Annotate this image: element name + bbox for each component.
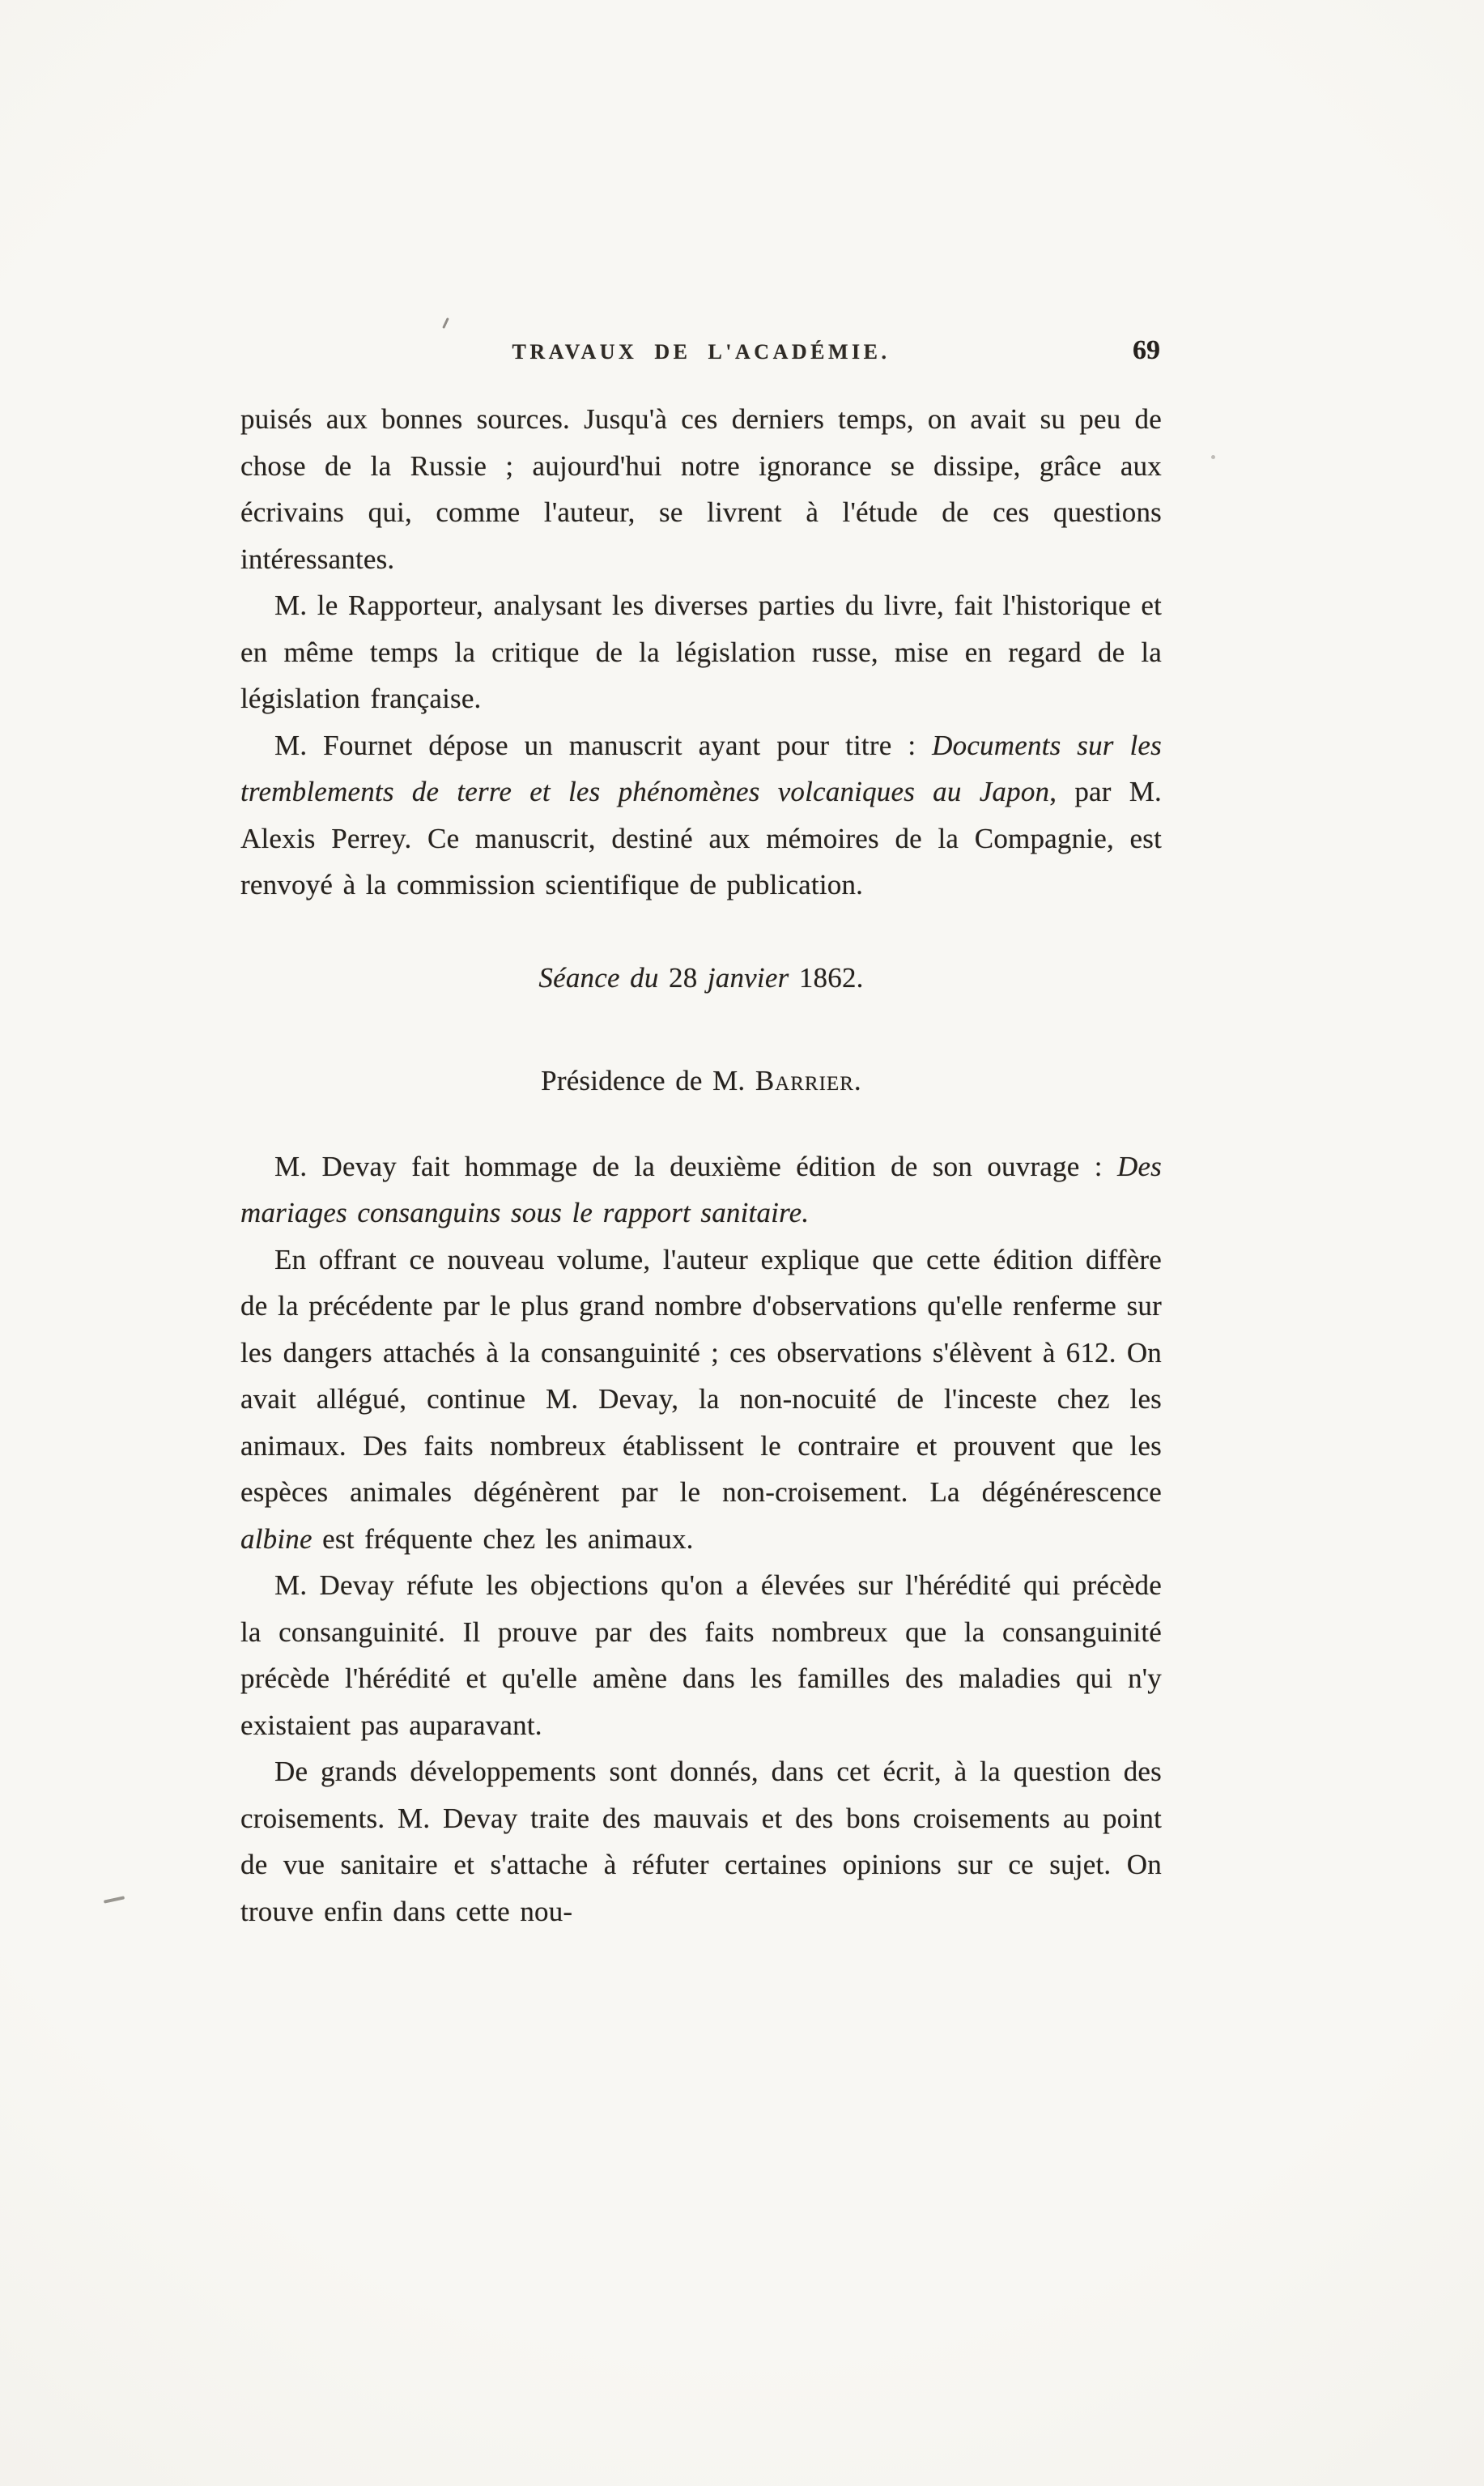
scan-speck	[1211, 455, 1215, 459]
text-blocks	[240, 396, 1162, 1935]
paragraph-en-offrant	[240, 1237, 1162, 1563]
text-segment: M. Devay fait hommage de la deuxième édition de son ouvrage :	[274, 1150, 1117, 1182]
text-segment: Séance du	[538, 961, 669, 994]
text-segment: M. Fournet dépose un manuscrit ayant pour titre :	[274, 729, 933, 761]
paragraph-sources	[240, 396, 1162, 582]
text-segment: est fréquente chez les animaux.	[312, 1522, 694, 1555]
seance-heading	[240, 955, 1162, 1002]
text-segment: Barrier	[755, 1065, 854, 1096]
scan-speck	[104, 1896, 125, 1903]
text-segment: janvier	[707, 961, 799, 994]
text-segment: , par M. Alexis Perrey. Ce manuscrit, destiné aux mémoires de la Compagnie, est renvoyé à la commission scientifique de publication.	[240, 776, 1162, 900]
running-title: TRAVAUX DE L'ACADÉMIE.	[512, 340, 891, 364]
text-segment: 28	[669, 961, 708, 994]
paragraph-developpements	[240, 1748, 1162, 1935]
text-segment: .	[853, 1065, 861, 1096]
text-segment: Présidence de M.	[541, 1065, 755, 1096]
paragraph-fournet	[240, 722, 1162, 909]
paragraph-devay-refute	[240, 1562, 1162, 1748]
text-segment: En offrant ce nouveau volume, l'auteur explique que cette édition diffère de la précédente par le plus grand nombre d'observations qu'elle renferme sur les dangers attachés à la consanguinité ; ces observations s'élèvent à 612. On avait allégué, continue M. Devay, la non-nocuité de l'inceste chez les animaux. Des faits nombreux établissent le contraire et prouvent que les espèces animales dégénèrent par le non-croisement. La dégénérescence	[240, 1243, 1162, 1508]
page-number: 69	[1133, 335, 1160, 365]
text-segment: M. Devay réfute les objections qu'on a élevées sur l'hérédité qui précède la consanguinité. Il prouve par des faits nombreux que la consanguinité précède l'hérédité et qu'elle amène dans les familles des maladies qui n'y existaient pas auparavant.	[240, 1569, 1162, 1741]
paragraph-devay-hommage	[240, 1143, 1162, 1237]
presidence-heading	[240, 1058, 1162, 1105]
page-header	[240, 335, 1162, 377]
text-segment: 1862.	[798, 961, 864, 994]
scan-speck	[442, 317, 449, 329]
text-segment: puisés aux bonnes sources. Jusqu'à ces derniers temps, on avait su peu de chose de la Russie ; aujourd'hui notre ignorance se dissipe, grâce aux écrivains qui, comme l'auteur, se livrent à l'étude de ces questions intéressantes.	[240, 403, 1162, 575]
paragraph-rapporteur	[240, 582, 1162, 722]
text-segment: De grands développements sont donnés, dans cet écrit, à la question des croisements. M. Devay traite des mauvais et des bons croisements au point de vue sanitaire et s'attache à réfuter certaines opinions sur ce sujet. On trouve enfin dans cette nou-	[240, 1756, 1162, 1927]
text-segment: Des mariages consanguins sous le rapport sanitaire.	[240, 1150, 1162, 1228]
text-segment: Documents sur les tremblements de terre et les phénomènes volcaniques au Japon	[240, 729, 1162, 807]
text-segment: M. le Rapporteur, analysant les diverses parties du livre, fait l'historique et en même temps la critique de la législation russe, mise en regard de la législation française.	[240, 590, 1162, 714]
text-segment: albine	[240, 1522, 313, 1555]
